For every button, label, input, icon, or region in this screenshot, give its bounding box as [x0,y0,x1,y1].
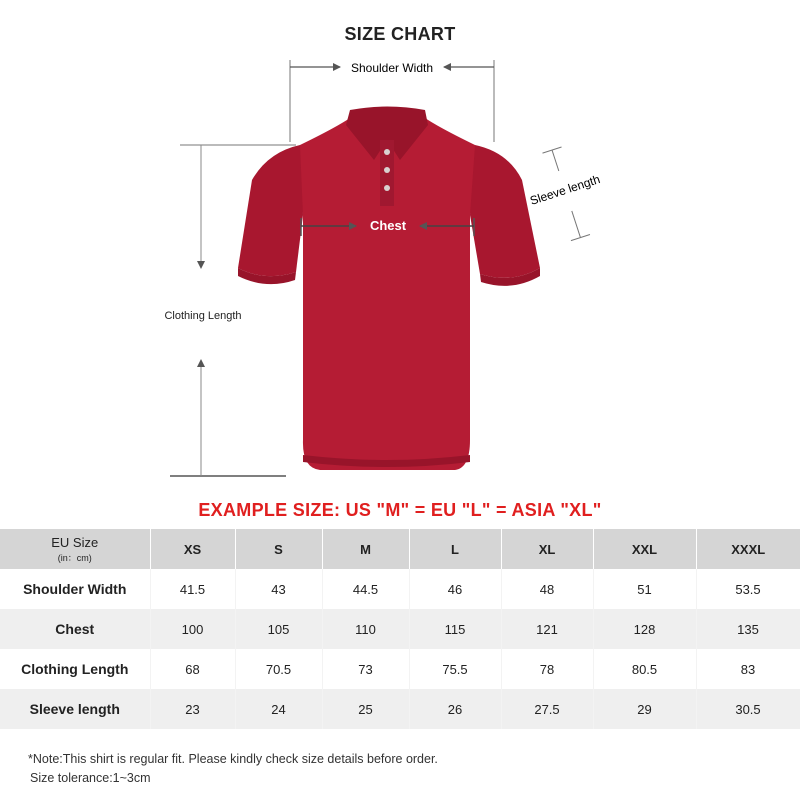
table-row [0,609,800,649]
size-column-header: XL [501,529,593,569]
table-row [0,649,800,689]
table-cell: 135 [696,609,800,649]
table-cell: 30.5 [696,689,800,729]
table-cell: 70.5 [235,649,322,689]
size-column-header: M [322,529,409,569]
table-cell: 25 [322,689,409,729]
table-cell: 121 [501,609,593,649]
size-column-header: S [235,529,322,569]
table-cell: 46 [409,569,501,609]
button-2 [384,167,390,173]
table-cell: 80.5 [593,649,696,689]
row-label: Shoulder Width [0,569,150,609]
row-label: Clothing Length [0,649,150,689]
table-header-row [0,529,800,569]
right-sleeve [470,145,540,278]
table-cell: 29 [593,689,696,729]
size-column-header: XS [150,529,235,569]
tolerance-note: Size tolerance:1~3cm [30,771,151,785]
polo-shirt-image [238,107,540,471]
table-cell: 48 [501,569,593,609]
row-label: Chest [0,609,150,649]
left-sleeve [238,145,303,276]
table-cell: 78 [501,649,593,689]
table-cell: 51 [593,569,696,609]
table-cell: 100 [150,609,235,649]
clothing-length-label: Clothing Length [164,310,242,322]
size-table [0,529,800,729]
button-3 [384,185,390,191]
table-cell: 68 [150,649,235,689]
chest-label: Chest [369,218,407,233]
table-cell: 41.5 [150,569,235,609]
shoulder-width-label: Shoulder Width [350,61,434,75]
table-cell: 44.5 [322,569,409,609]
table-cell: 24 [235,689,322,729]
table-row [0,689,800,729]
table-cell: 75.5 [409,649,501,689]
table-cell: 23 [150,689,235,729]
example-size-text: EXAMPLE SIZE: US "M" = EU "L" = ASIA "XL" [198,500,602,520]
table-cell: 83 [696,649,800,689]
size-column-header: XXL [593,529,696,569]
table-cell: 26 [409,689,501,729]
size-column-header: XXXL [696,529,800,569]
row-label: Sleeve length [0,689,150,729]
size-column-header: L [409,529,501,569]
sleeve-length-label: Sleeve length [528,172,602,208]
table-cell: 115 [409,609,501,649]
table-cell: 43 [235,569,322,609]
fit-note: *Note:This shirt is regular fit. Please kindly check size details before order. [28,752,438,766]
table-cell: 110 [322,609,409,649]
table-cell: 128 [593,609,696,649]
unit-label: (in：cm) [57,552,92,563]
table-cell: 53.5 [696,569,800,609]
table-row [0,569,800,609]
eu-size-header [0,529,150,569]
table-cell: 27.5 [501,689,593,729]
eu-size-label: EU Size [51,534,99,550]
page-title: SIZE CHART [344,24,456,44]
table-cell: 73 [322,649,409,689]
button-1 [384,149,390,155]
table-cell: 105 [235,609,322,649]
